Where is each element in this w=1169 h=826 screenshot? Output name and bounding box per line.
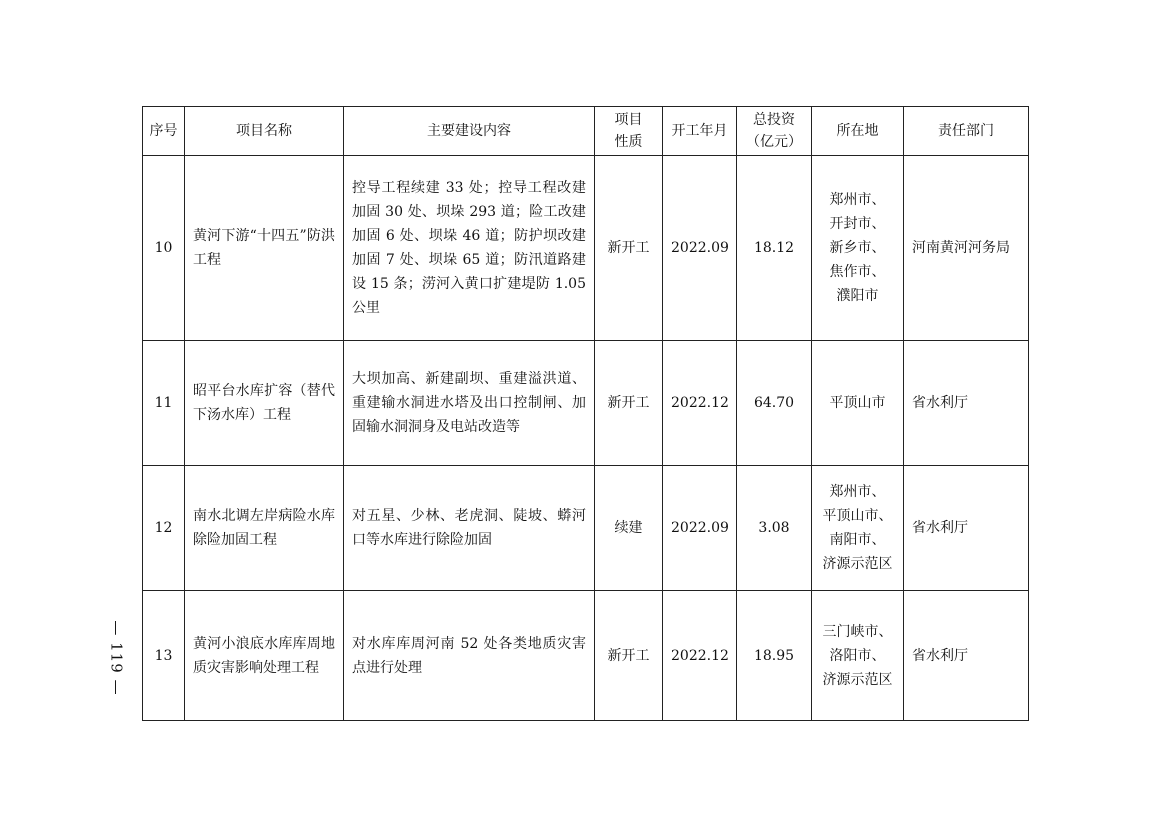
row-location: 三门峡市、 洛阳市、 济源示范区	[812, 591, 904, 721]
row-nature: 续建	[595, 466, 663, 591]
row-content: 大坝加高、新建副坝、重建溢洪道、重建输水洞进水塔及出口控制闸、加固输水洞洞身及电站改造等	[344, 341, 595, 466]
table-row	[143, 591, 1029, 721]
row-name: 黄河小浪底水库库周地质灾害影响处理工程	[185, 591, 344, 721]
row-location: 郑州市、 开封市、 新乡市、 焦作市、 濮阳市	[812, 156, 904, 341]
row-content: 对五星、少林、老虎洞、陡坡、蟒河口等水库进行除险加固	[344, 466, 595, 591]
row-invest: 18.12	[737, 156, 812, 341]
page-number	[103, 598, 131, 718]
row-content: 控导工程续建 33 处；控导工程改建加固 30 处、坝垛 293 道；险工改建加固 6 处、坝垛 46 道；防护坝改建加固 7 处、坝垛 65 道；防汛道路建设 15 条；涝河入黄口扩建堤防 1.05 公里	[344, 156, 595, 341]
row-start: 2022.12	[663, 591, 737, 721]
row-location: 郑州市、 平顶山市、 南阳市、 济源示范区	[812, 466, 904, 591]
row-num: 10	[143, 156, 185, 341]
row-dept: 河南黄河河务局	[904, 156, 1029, 341]
header-location: 所在地	[812, 107, 904, 156]
row-location: 平顶山市	[812, 341, 904, 466]
row-name: 昭平台水库扩容（替代下汤水库）工程	[185, 341, 344, 466]
row-num: 12	[143, 466, 185, 591]
table-row	[143, 341, 1029, 466]
row-name: 黄河下游“十四五”防洪工程	[185, 156, 344, 341]
header-start: 开工年月	[663, 107, 737, 156]
table-row	[143, 466, 1029, 591]
row-invest: 18.95	[737, 591, 812, 721]
project-table	[142, 106, 1029, 721]
row-name: 南水北调左岸病险水库除险加固工程	[185, 466, 344, 591]
row-nature: 新开工	[595, 591, 663, 721]
header-content: 主要建设内容	[344, 107, 595, 156]
header-nature: 项目 性质	[595, 107, 663, 156]
row-start: 2022.09	[663, 466, 737, 591]
row-invest: 3.08	[737, 466, 812, 591]
row-nature: 新开工	[595, 341, 663, 466]
row-dept: 省水利厅	[904, 341, 1029, 466]
row-start: 2022.12	[663, 341, 737, 466]
header-dept: 责任部门	[904, 107, 1029, 156]
row-dept: 省水利厅	[904, 466, 1029, 591]
row-start: 2022.09	[663, 156, 737, 341]
row-nature: 新开工	[595, 156, 663, 341]
row-content: 对水库库周河南 52 处各类地质灾害点进行处理	[344, 591, 595, 721]
page-number-text: — 119 —	[108, 620, 127, 696]
table-row	[143, 156, 1029, 341]
header-row	[143, 107, 1029, 156]
row-dept: 省水利厅	[904, 591, 1029, 721]
row-invest: 64.70	[737, 341, 812, 466]
header-num: 序号	[143, 107, 185, 156]
header-invest: 总投资 （亿元）	[737, 107, 812, 156]
row-num: 11	[143, 341, 185, 466]
header-name: 项目名称	[185, 107, 344, 156]
row-num: 13	[143, 591, 185, 721]
